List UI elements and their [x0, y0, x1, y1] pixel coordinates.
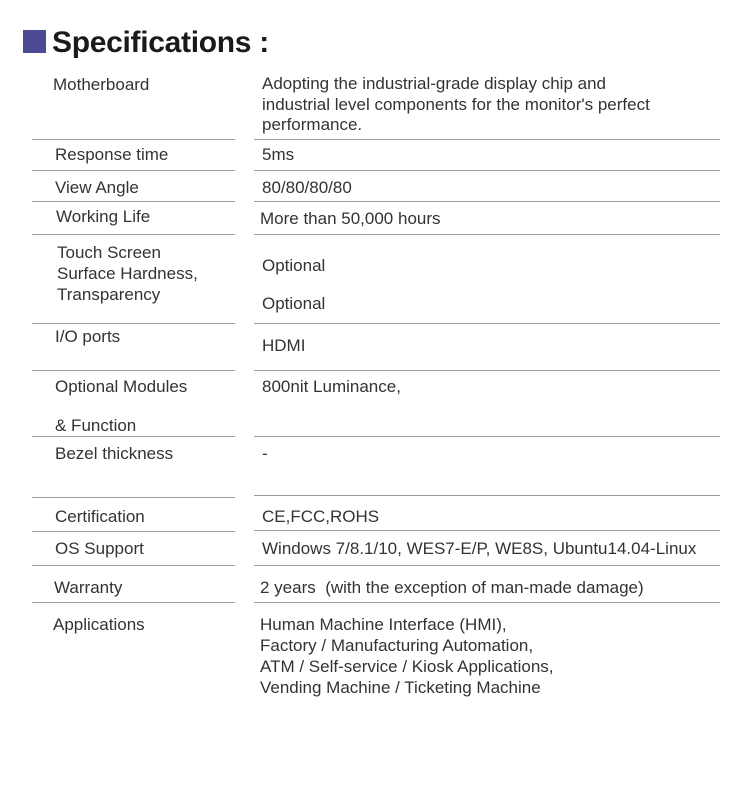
row-divider: [32, 531, 235, 532]
row-divider: [254, 139, 720, 140]
spec-value: CE,FCC,ROHS: [262, 507, 380, 526]
spec-value: Optional Optional: [262, 256, 326, 313]
section-heading: [0, 0, 748, 70]
row-divider: [32, 436, 235, 437]
row-divider: [254, 201, 720, 202]
spec-value: Human Machine Interface (HMI), Factory / Manufacturing Automation, ATM / Self-service / Kiosk Applications, Vending Machine / Ticketing Machine: [260, 615, 554, 697]
row-divider: [254, 495, 720, 496]
spec-value: -: [262, 444, 268, 463]
row-divider: [254, 602, 720, 603]
row-divider: [254, 436, 720, 437]
spec-label: Motherboard: [53, 75, 150, 94]
spec-label: Response time: [55, 145, 169, 164]
row-divider: [32, 170, 235, 171]
spec-label: OS Support: [55, 539, 144, 558]
spec-label: View Angle: [55, 178, 139, 197]
spec-label: Warranty: [54, 578, 123, 597]
row-divider: [32, 139, 235, 140]
spec-label: Applications: [53, 615, 145, 634]
spec-value: Windows 7/8.1/10, WES7-E/P, WE8S, Ubuntu14.04-Linux: [262, 539, 697, 558]
spec-label: Touch Screen Surface Hardness, Transparency: [57, 243, 198, 304]
row-divider: [32, 497, 235, 498]
spec-label: Working Life: [56, 207, 151, 226]
spec-label: I/O ports: [55, 327, 121, 346]
row-divider: [254, 565, 720, 566]
row-divider: [32, 370, 235, 371]
row-divider: [32, 201, 235, 202]
spec-label: Bezel thickness: [55, 444, 174, 463]
row-divider: [254, 530, 720, 531]
row-divider: [254, 234, 720, 235]
page-title: Specifications :: [52, 26, 269, 59]
row-divider: [32, 602, 235, 603]
row-divider: [254, 323, 720, 324]
row-divider: [254, 170, 720, 171]
row-divider: [32, 234, 235, 235]
row-divider: [32, 565, 235, 566]
row-divider: [32, 323, 235, 324]
spec-value: More than 50,000 hours: [260, 209, 441, 228]
spec-value: HDMI: [262, 336, 306, 355]
spec-value: 800nit Luminance,: [262, 377, 401, 396]
spec-label: Certification: [55, 507, 145, 526]
spec-value: Adopting the industrial-grade display chip and industrial level components for the monitor's perfect performance.: [262, 74, 650, 134]
row-divider: [254, 370, 720, 371]
spec-value: 2 years (with the exception of man-made damage): [260, 578, 644, 597]
spec-value: 80/80/80/80: [262, 178, 352, 197]
heading-square-icon: [23, 30, 46, 53]
spec-label: Optional Modules & Function: [55, 377, 188, 435]
spec-value: 5ms: [262, 145, 295, 164]
